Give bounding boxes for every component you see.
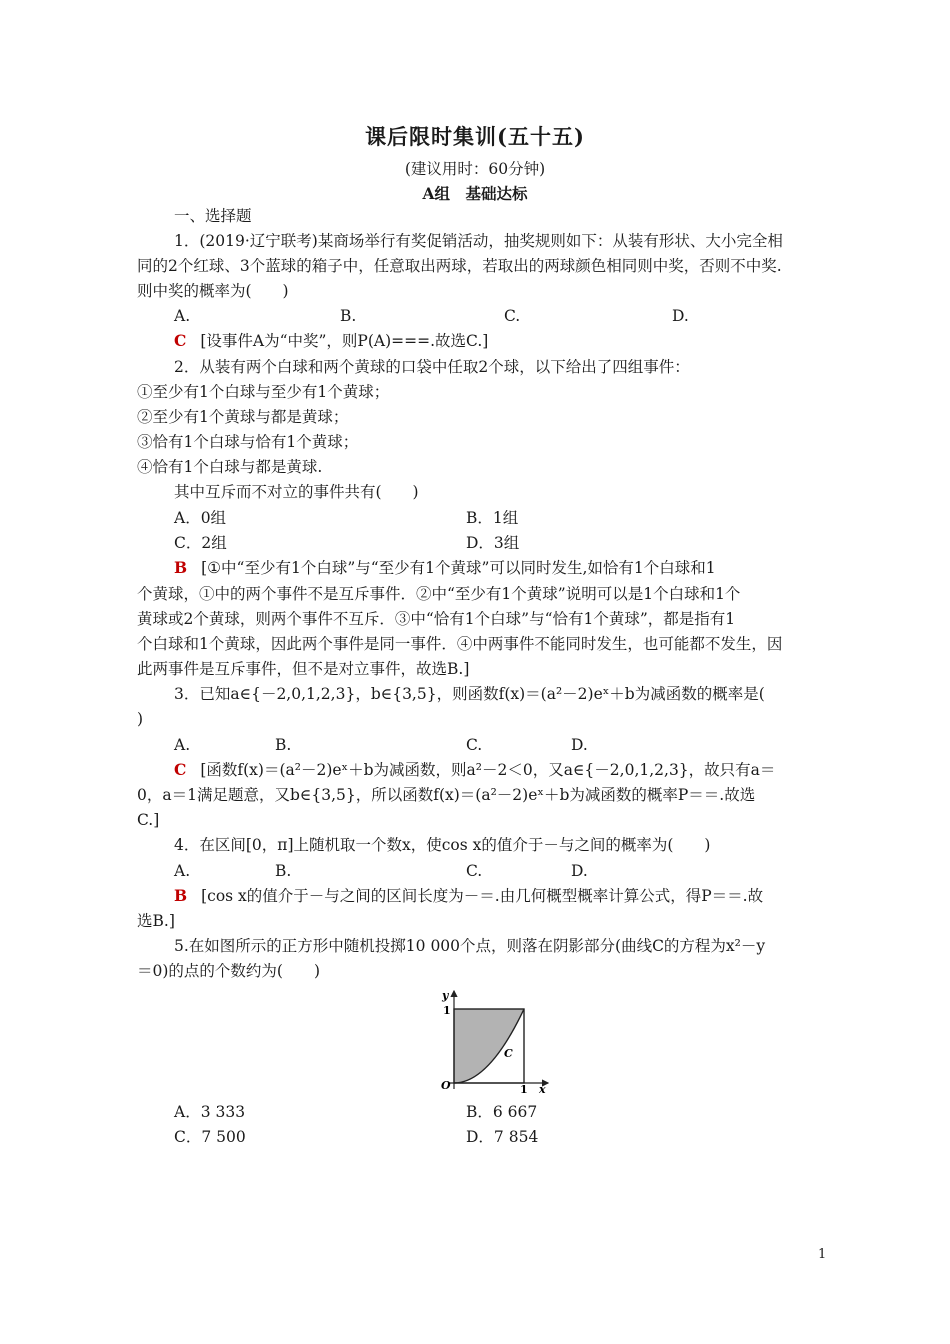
q3-answer-line2: 0，a＝1满足题意，又b∈{3,5}，所以函数f(x)＝(a²－2)eˣ＋b为减函数的概率P＝＝.故选 <box>137 786 756 804</box>
q1-line1: 1．(2019·辽宁联考)某商场举行有奖促销活动，抽奖规则如下：从装有形状、大小完全相 <box>174 232 783 250</box>
page-title: 课后限时集训(五十五) <box>365 124 585 149</box>
q5-option-d: D．7 854 <box>466 1128 539 1146</box>
q4-option-a: A. <box>174 862 191 880</box>
q4-option-d: D. <box>571 862 588 880</box>
q2-line6: 其中互斥而不对立的事件共有( ) <box>174 483 419 501</box>
q2-line3: ②至少有1个黄球与都是黄球； <box>137 408 349 426</box>
q4-answer-text1: [cos x的值介于－与之间的区间长度为－＝.由几何概型概率计算公式，得P＝＝.故 <box>201 887 764 905</box>
q1-option-d: D. <box>672 307 689 325</box>
q5-line2: ＝0)的点的个数约为( ) <box>137 962 321 980</box>
q5-line1: 5.在如图所示的正方形中随机投掷10 000个点，则落在阴影部分(曲线C的方程为x²－y <box>174 937 766 955</box>
q3-line2: ) <box>137 710 144 728</box>
q1-answer <box>174 331 488 351</box>
q1-answer-letter: C <box>174 331 187 350</box>
q2-line5: ④恰有1个白球与都是黄球. <box>137 458 323 476</box>
q3-answer-letter: C <box>174 760 187 779</box>
q3-answer-line1 <box>174 760 775 780</box>
q2-line1: 2．从装有两个白球和两个黄球的口袋中任取2个球，以下给出了四组事件： <box>174 358 690 376</box>
q1-option-a: A. <box>174 307 191 325</box>
q2-answer-line5: 此两事件是互斥事件，但不是对立事件，故选B.] <box>137 660 470 678</box>
q2-option-a: A．0组 <box>174 509 227 527</box>
q2-answer-letter: B <box>174 558 188 577</box>
shaded-region <box>454 1009 524 1083</box>
q1-option-b: B. <box>340 307 357 325</box>
q3-line1: 3．已知a∈{－2,0,1,2,3}，b∈{3,5}，则函数f(x)＝(a²－2)eˣ＋b为减函数的概率是( <box>174 685 765 703</box>
q5-option-a: A．3 333 <box>174 1103 246 1121</box>
q5-option-b: B．6 667 <box>466 1103 538 1121</box>
q3-option-c: C. <box>466 736 483 754</box>
q4-line1: 4．在区间[0，π]上随机取一个数x，使cos x的值介于－与之间的概率为( ) <box>174 836 711 854</box>
q2-answer-text1: [①中“至少有1个白球”与“至少有1个黄球”可以同时发生,如恰有1个白球和1 <box>201 559 716 577</box>
x-axis-label: x <box>539 1083 546 1095</box>
q1-answer-text: [设事件A为“中奖”，则P(A)===.故选C.] <box>200 332 489 350</box>
q3-option-a: A. <box>174 736 191 754</box>
curve-label: C <box>504 1047 513 1060</box>
subtitle: (建议用时：60分钟) <box>404 160 546 178</box>
q2-line4: ③恰有1个白球与恰有1个黄球； <box>137 433 359 451</box>
q1-option-c: C. <box>504 307 521 325</box>
q2-option-c: C．2组 <box>174 534 227 552</box>
group-heading: A组 基础达标 <box>422 184 528 203</box>
y-axis-label: y <box>442 989 449 1002</box>
y-one-label: 1 <box>443 1004 451 1017</box>
q2-option-b: B．1组 <box>466 509 519 527</box>
q2-line2: ①至少有1个白球与至少有1个黄球； <box>137 383 390 401</box>
q2-option-d: D．3组 <box>466 534 520 552</box>
q2-answer-line2: 个黄球，①中的两个事件不是互斥事件．②中“至少有1个黄球”说明可以是1个白球和1个 <box>137 585 741 603</box>
q3-option-d: D. <box>571 736 588 754</box>
q5-option-c: C．7 500 <box>174 1128 246 1146</box>
q2-answer-line3: 黄球或2个黄球，则两个事件不互斥．③中“恰有1个白球”与“恰有1个黄球”，都是指有1 <box>137 610 736 628</box>
section-heading: 一、选择题 <box>174 207 252 225</box>
q4-answer-letter: B <box>174 886 188 905</box>
q3-answer-line3: C.] <box>137 811 160 829</box>
q4-option-c: C. <box>466 862 483 880</box>
q3-option-b: B. <box>275 736 292 754</box>
x-one-label: 1 <box>520 1083 528 1095</box>
q2-answer-line1 <box>174 558 716 578</box>
page-number: 1 <box>818 1247 827 1262</box>
square-figure <box>430 985 560 1095</box>
origin-label: O <box>441 1079 451 1092</box>
q2-answer-line4: 个白球和1个黄球，因此两个事件是同一事件．④中两事件不能同时发生，也可能都不发生，因 <box>137 635 783 653</box>
q3-answer-text1: [函数f(x)＝(a²－2)eˣ＋b为减函数，则a²－2＜0，又a∈{－2,0,1,2,3}，故只有a＝ <box>200 761 776 779</box>
q1-line2: 同的2个红球、3个蓝球的箱子中，任意取出两球，若取出的两球颜色相同则中奖，否则不中奖. <box>137 257 782 275</box>
q4-answer-line2: 选B.] <box>137 912 175 930</box>
q1-line3: 则中奖的概率为( ) <box>137 282 289 300</box>
q4-option-b: B. <box>275 862 292 880</box>
q4-answer-line1 <box>174 886 763 906</box>
